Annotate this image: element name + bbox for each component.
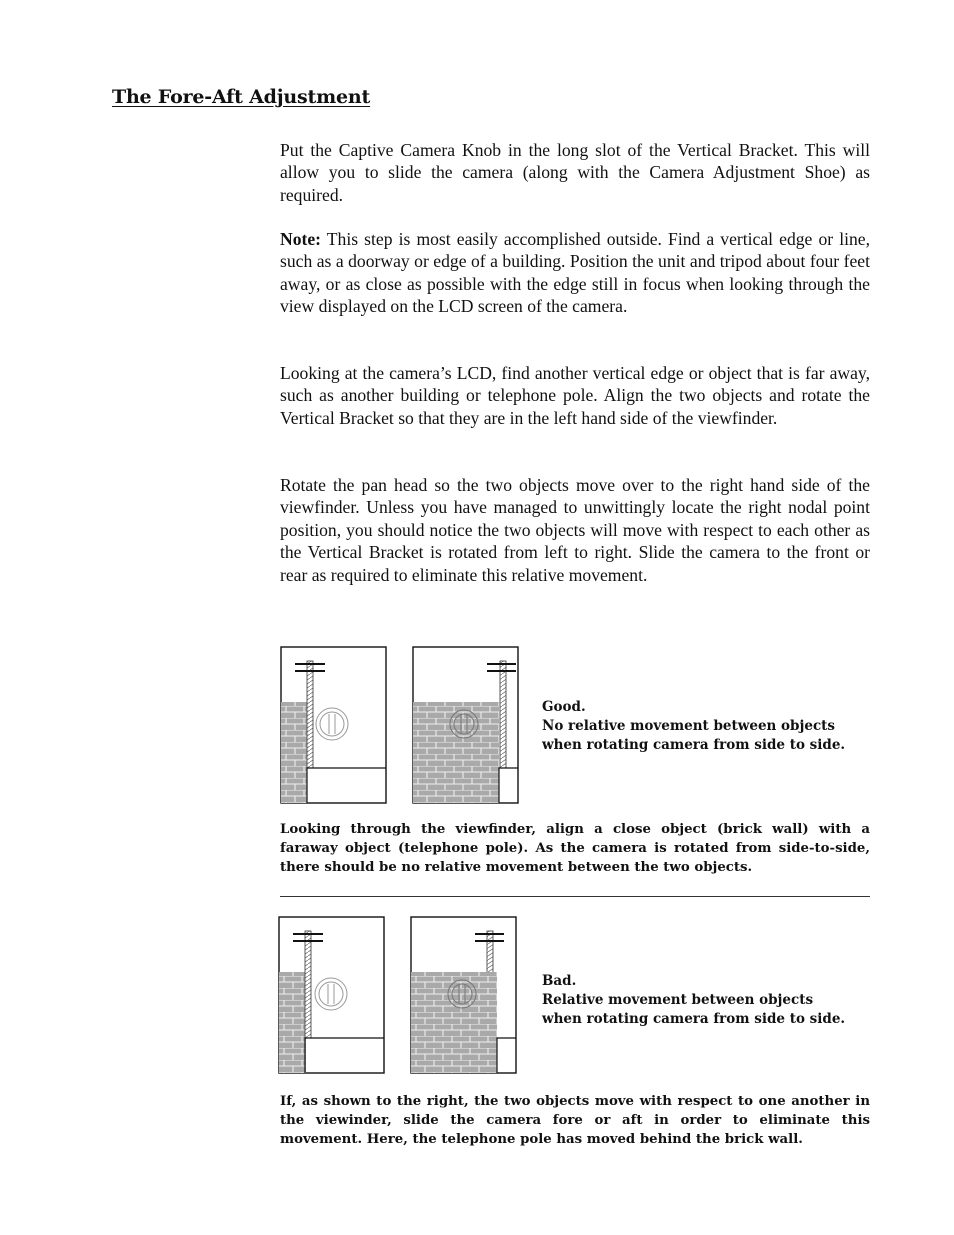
good-viewfinder-left (280, 646, 387, 804)
bad-figure-caption: If, as shown to the right, the two objects move with respect to one another in the viewinder, slide the camera fore or aft in order to eliminate this movement. Here, the telephone pole has moved behind the brick wall. (280, 1094, 870, 1147)
brick-wall (411, 972, 497, 1073)
good-label: Good. (542, 699, 586, 715)
paragraph-lcd: Looking at the camera’s LCD, find another vertical edge or object that is far away, such as another building or telephone pole. Align the two objects and rotate the Vertical Bracket so that they are in the left hand side of the viewfinder. (280, 363, 870, 428)
section-divider (280, 896, 870, 897)
bad-viewfinder-right (410, 916, 517, 1074)
paragraph-rotate: Rotate the pan head so the two objects move over to the right hand side of the viewfinder. Unless you have managed to unwittingly locate the right nodal point position, you should notice the two objects will move with respect to each other as the Vertical Bracket is rotated from left to right. Slide the camera to the front or rear as required to eliminate this relative movement. (280, 475, 870, 585)
brick-wall (279, 972, 306, 1073)
brick-wall (413, 702, 499, 803)
telephone-pole (487, 931, 493, 973)
telephone-pole (500, 661, 506, 768)
bad-viewfinder-left (278, 916, 385, 1074)
paragraph-note (280, 228, 870, 318)
section-title: The Fore-Aft Adjustment (112, 86, 371, 108)
good-line-2: when rotating camera from side to side. (542, 737, 846, 753)
good-viewfinder-right (412, 646, 519, 804)
paragraph-knob: Put the Captive Camera Knob in the long slot of the Vertical Bracket. This will allow you to slide the camera (along with the Camera Adjustment Shoe) as required. (280, 140, 870, 205)
telephone-pole (305, 931, 311, 1038)
note-label: Note: (280, 229, 322, 249)
telephone-pole (307, 661, 313, 768)
bad-line-1: Relative movement between objects (542, 992, 814, 1008)
bad-label: Bad. (542, 973, 577, 989)
good-figure-caption: Looking through the viewfinder, align a close object (brick wall) with a faraway object (telephone pole). As the camera is rotated from side-to-side, there should be no relative movement between the two objects. (280, 822, 870, 875)
brick-wall (281, 702, 307, 803)
good-line-1: No relative movement between objects (542, 718, 836, 734)
bad-line-2: when rotating camera from side to side. (542, 1011, 846, 1027)
good-caption-block (542, 698, 845, 755)
note-text: This step is most easily accomplished outside. Find a vertical edge or line, such as a doorway or edge of a building. Position the unit and tripod about four feet away, or as close as possible with the edge still in focus when looking through the view displayed on the LCD screen of the camera. (280, 229, 870, 317)
bad-caption-block (542, 972, 845, 1029)
